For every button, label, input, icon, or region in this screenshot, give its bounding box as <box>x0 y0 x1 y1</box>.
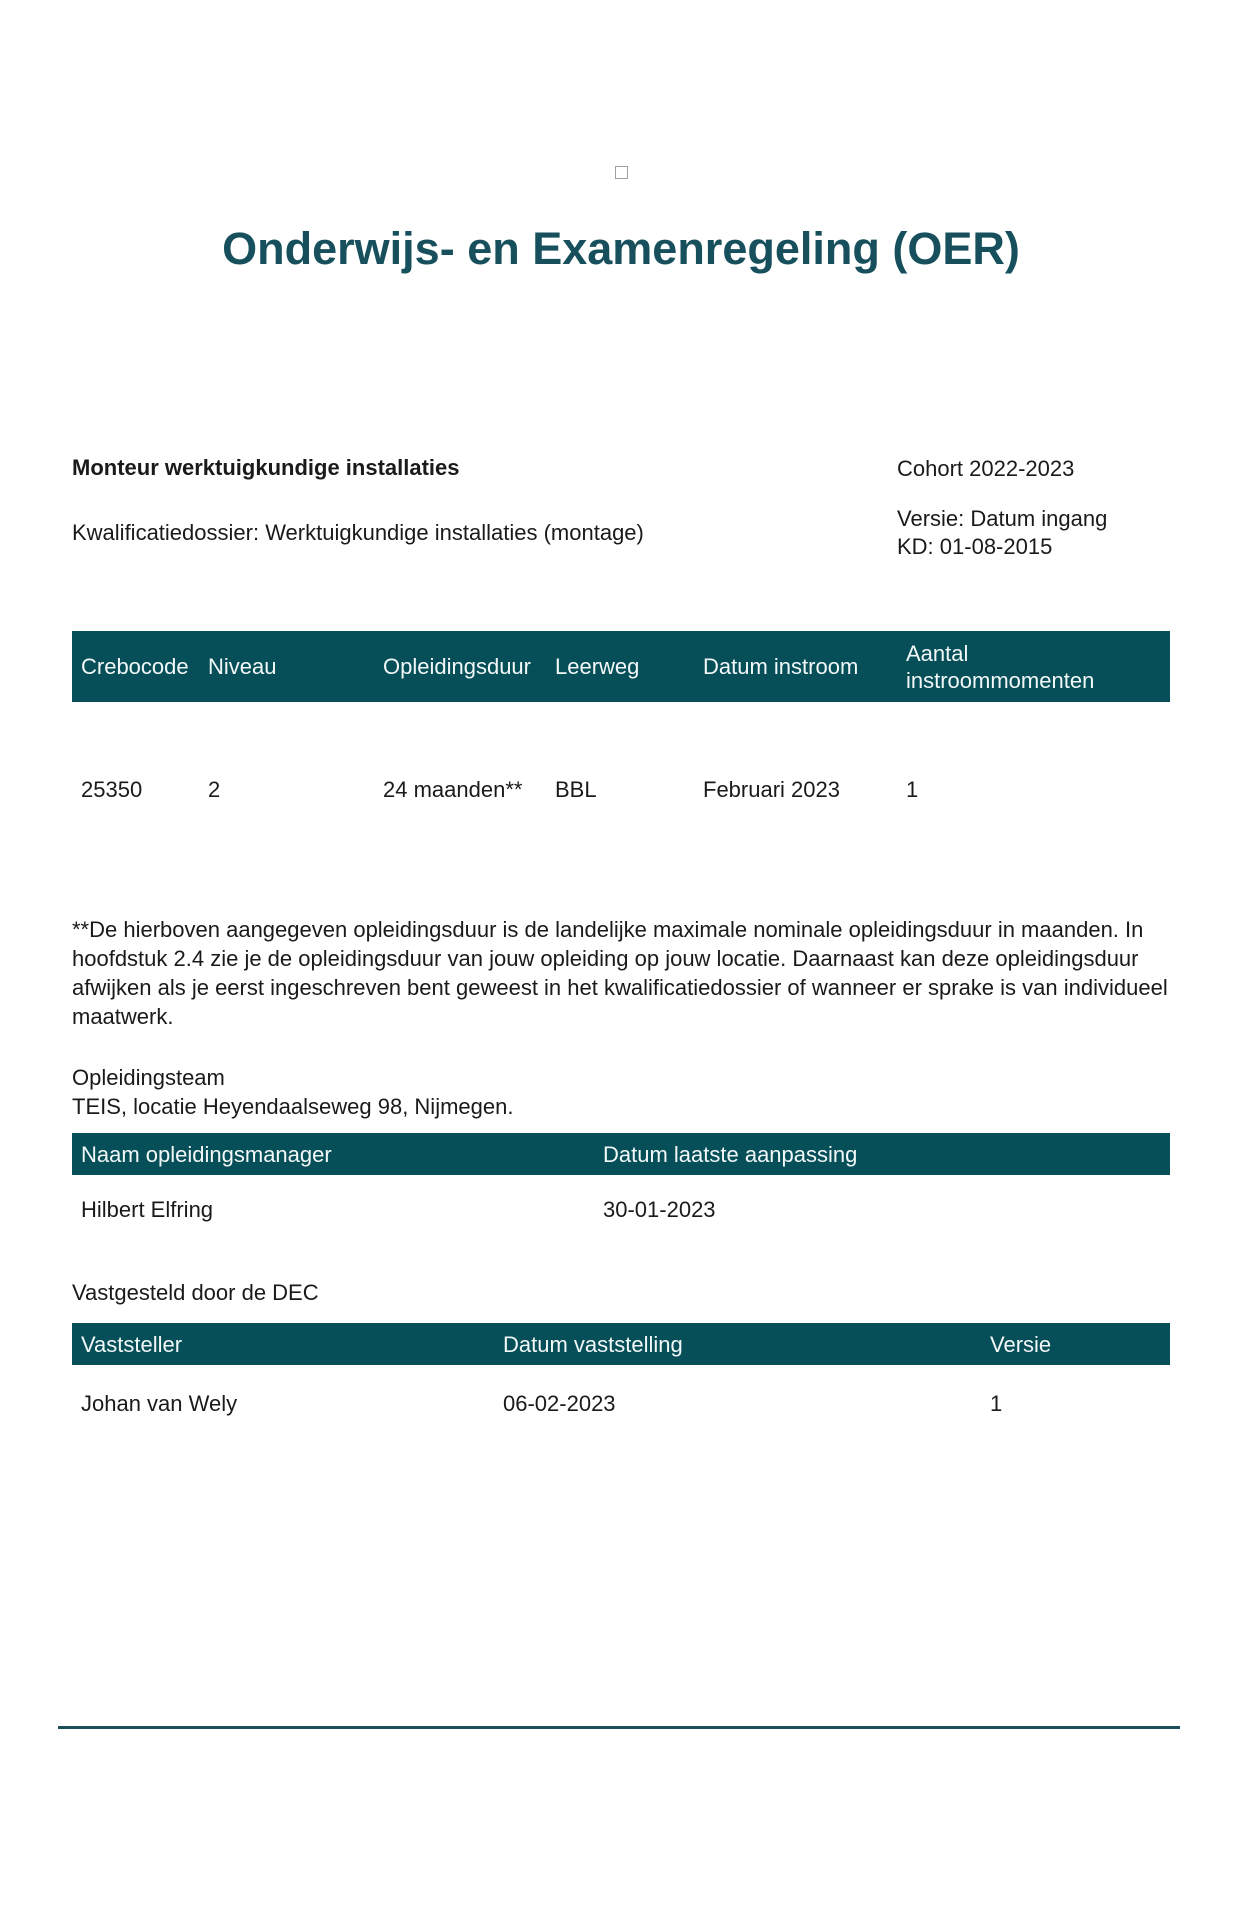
cell-datum-laatste-aanpassing: 30-01-2023 <box>603 1197 716 1223</box>
manager-table-header-row <box>72 1133 1170 1175</box>
header-datum-instroom: Datum instroom <box>694 631 897 702</box>
program-table <box>72 631 1170 803</box>
cell-niveau: 2 <box>208 777 221 803</box>
header-aantal-instroommomenten-label: Aantal instroommomenten <box>906 640 1095 693</box>
opleidingsteam-block <box>72 1063 1170 1121</box>
header-niveau: Niveau <box>199 631 374 702</box>
manager-table <box>72 1133 1170 1223</box>
program-table-row <box>72 702 1170 803</box>
header-naam-opleidingsmanager: Naam opleidingsmanager <box>72 1133 594 1175</box>
header-crebocode: Crebocode <box>72 631 199 702</box>
header-aantal-instroommomenten <box>897 631 1170 702</box>
program-meta-row-1 <box>72 455 1170 483</box>
cell-leerweg: BBL <box>555 777 597 803</box>
vaststelling-table-row <box>72 1365 1170 1417</box>
versie-line-1: Versie: Datum ingang <box>897 506 1108 532</box>
vastgesteld-label: Vastgesteld door de DEC <box>72 1280 319 1306</box>
document-title: Onderwijs- en Examenregeling (OER) <box>222 223 1020 274</box>
header-leerweg: Leerweg <box>546 631 694 702</box>
image-placeholder-icon <box>615 166 628 179</box>
cell-opleidingsduur: 24 maanden** <box>383 777 523 803</box>
cell-crebocode: 25350 <box>81 777 143 803</box>
header-versie: Versie <box>981 1323 1170 1365</box>
opleidingsduur-footnote: **De hierboven aangegeven opleidingsduur is de landelijke maximale nominale opleidingsduur in maanden. In hoofdstuk 2.4 zie je de opleidingsduur van jouw opleiding op jouw locatie. Daarnaast kan deze opleidingsduur afwijken als je eerst ingeschreven bent geweest in het kwalificatiedossier of wanneer er sprake is van individueel maatwerk. <box>72 917 1168 1030</box>
kwalificatiedossier-label: Kwalificatiedossier: Werktuigkundige installaties (montage) <box>72 520 644 546</box>
program-table-header-row <box>72 631 1170 702</box>
vaststelling-table-header-row <box>72 1323 1170 1365</box>
versie-block <box>897 505 1107 561</box>
program-name: Monteur werktuigkundige installaties <box>72 455 460 481</box>
cohort-label: Cohort 2022-2023 <box>897 456 1075 482</box>
cell-datum-vaststelling: 06-02-2023 <box>503 1391 616 1417</box>
cell-datum-instroom: Februari 2023 <box>703 777 840 803</box>
vaststelling-table <box>72 1323 1170 1417</box>
document-page <box>0 166 1240 1417</box>
header-datum-vaststelling: Datum vaststelling <box>494 1323 981 1365</box>
program-meta-row-2 <box>72 505 1170 561</box>
opleidingsteam-location: TEIS, locatie Heyendaalseweg 98, Nijmegen. <box>72 1094 514 1120</box>
opleidingsteam-label: Opleidingsteam <box>72 1065 225 1091</box>
header-opleidingsduur: Opleidingsduur <box>374 631 546 702</box>
cell-opleidingsmanager-naam: Hilbert Elfring <box>81 1197 214 1223</box>
manager-table-row <box>72 1175 1170 1223</box>
versie-line-2: KD: 01-08-2015 <box>897 534 1053 560</box>
cell-versie: 1 <box>990 1391 1003 1417</box>
header-datum-laatste-aanpassing: Datum laatste aanpassing <box>594 1133 1170 1175</box>
cell-aantal-instroommomenten: 1 <box>906 777 919 803</box>
cell-vaststeller: Johan van Wely <box>81 1391 238 1417</box>
header-vaststeller: Vaststeller <box>72 1323 494 1365</box>
footer-divider <box>58 1726 1180 1729</box>
